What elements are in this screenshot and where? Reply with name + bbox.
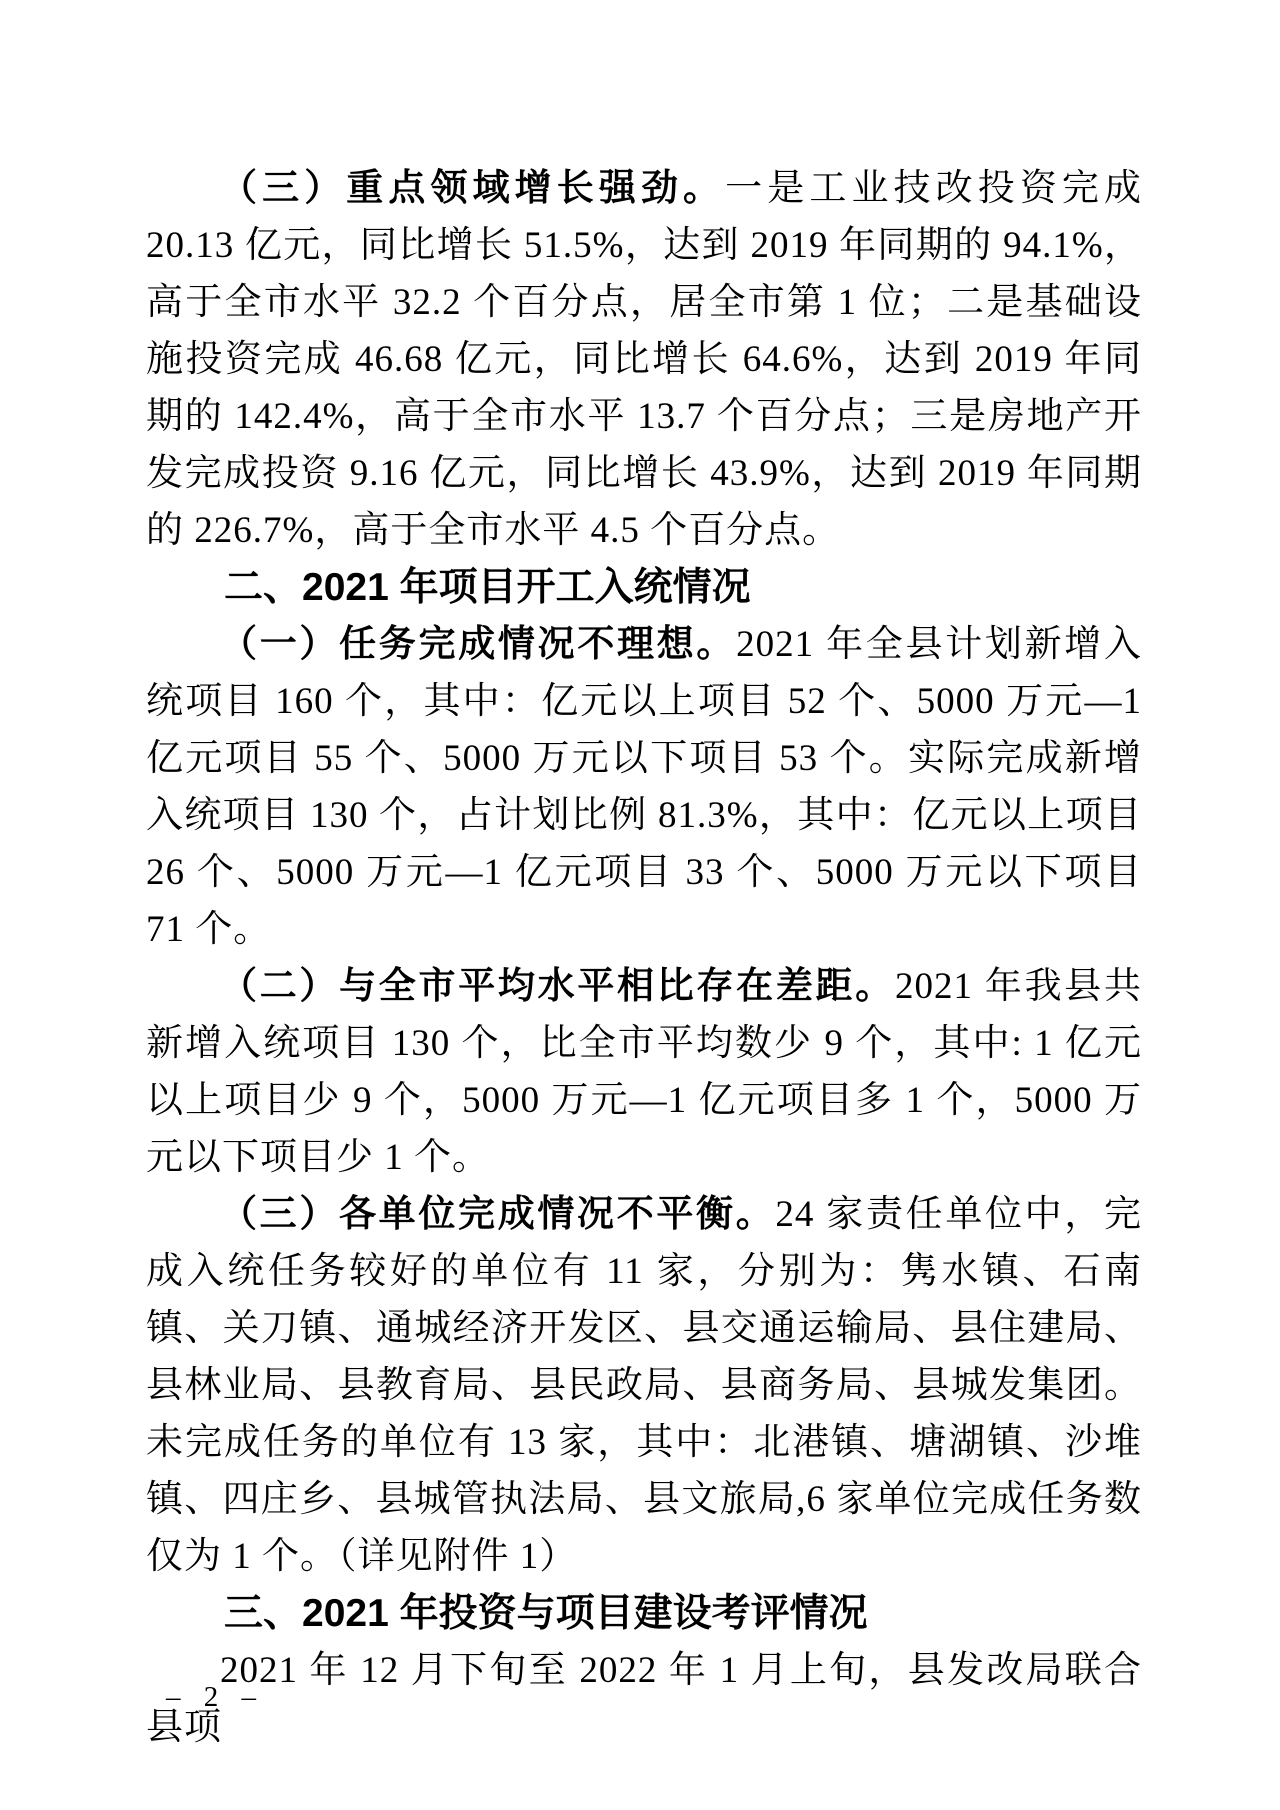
- paragraph: [146, 160, 1142, 559]
- section-heading: 三、2021 年投资与项目建设考评情况: [224, 1592, 868, 1635]
- paragraph: [146, 958, 1142, 1186]
- document-content: [146, 160, 1142, 1756]
- paragraph-lead: （一）任务完成情况不理想。: [220, 624, 737, 665]
- paragraph-text: 24 家责任单位中，完成入统任务较好的单位有 11 家，分别为：隽水镇、石南镇、关刀镇、通城经济开发区、县交通运输局、县住建局、县林业局、县教育局、县民政局、县商务局、县城发集团。未完成任务的单位有 13 家，其中：北港镇、塘湖镇、沙堆镇、四庄乡、县城管执法局、县文旅局,6 家单位完成任务数仅为 1 个。（详见附件 1）: [146, 1194, 1143, 1577]
- paragraph: [146, 616, 1142, 958]
- paragraph: [146, 1186, 1142, 1585]
- paragraph-lead: （三）各单位完成情况不平衡。: [220, 1194, 776, 1235]
- paragraph-text: 2021 年 12 月下旬至 2022 年 1 月上旬，县发改局联合县项: [146, 1650, 1142, 1748]
- paragraph-lead: （三）重点领域增长强劲。: [220, 168, 726, 209]
- paragraph-lead: （二）与全市平均水平相比存在差距。: [220, 966, 895, 1007]
- paragraph: [146, 1642, 1142, 1756]
- section-heading: 二、2021 年项目开工入统情况: [224, 566, 751, 609]
- paragraph-text: 2021 年我县共新增入统项目 130 个，比全市平均数少 9 个，其中: 1 亿元以上项目少 9 个，5000 万元—1 亿元项目多 1 个，5000 万元以下项目少 1 个。: [146, 966, 1143, 1178]
- page-number: – 2 –: [166, 1681, 264, 1713]
- paragraph-text: 一是工业技改投资完成 20.13 亿元，同比增长 51.5%，达到 2019 年同期的 94.1%，高于全市水平 32.2 个百分点，居全市第 1 位；二是基础设施投资完成 46.68 亿元，同比增长 64.6%，达到 2019 年同期的 142.4%，高于全市水平 13.7 个百分点；三是房地产开发完成投资 9.16 亿元，同比增长 43.9%，达到 2019 年同期的 226.7%，高于全市水平 4.5 个百分点。: [146, 168, 1143, 551]
- paragraph-text: 2021 年全县计划新增入统项目 160 个，其中：亿元以上项目 52 个、5000 万元—1 亿元项目 55 个、5000 万元以下项目 53 个。实际完成新增入统项目 130 个，占计划比例 81.3%，其中：亿元以上项目 26 个、5000 万元—1 亿元项目 33 个、5000 万元以下项目 71 个。: [146, 624, 1143, 950]
